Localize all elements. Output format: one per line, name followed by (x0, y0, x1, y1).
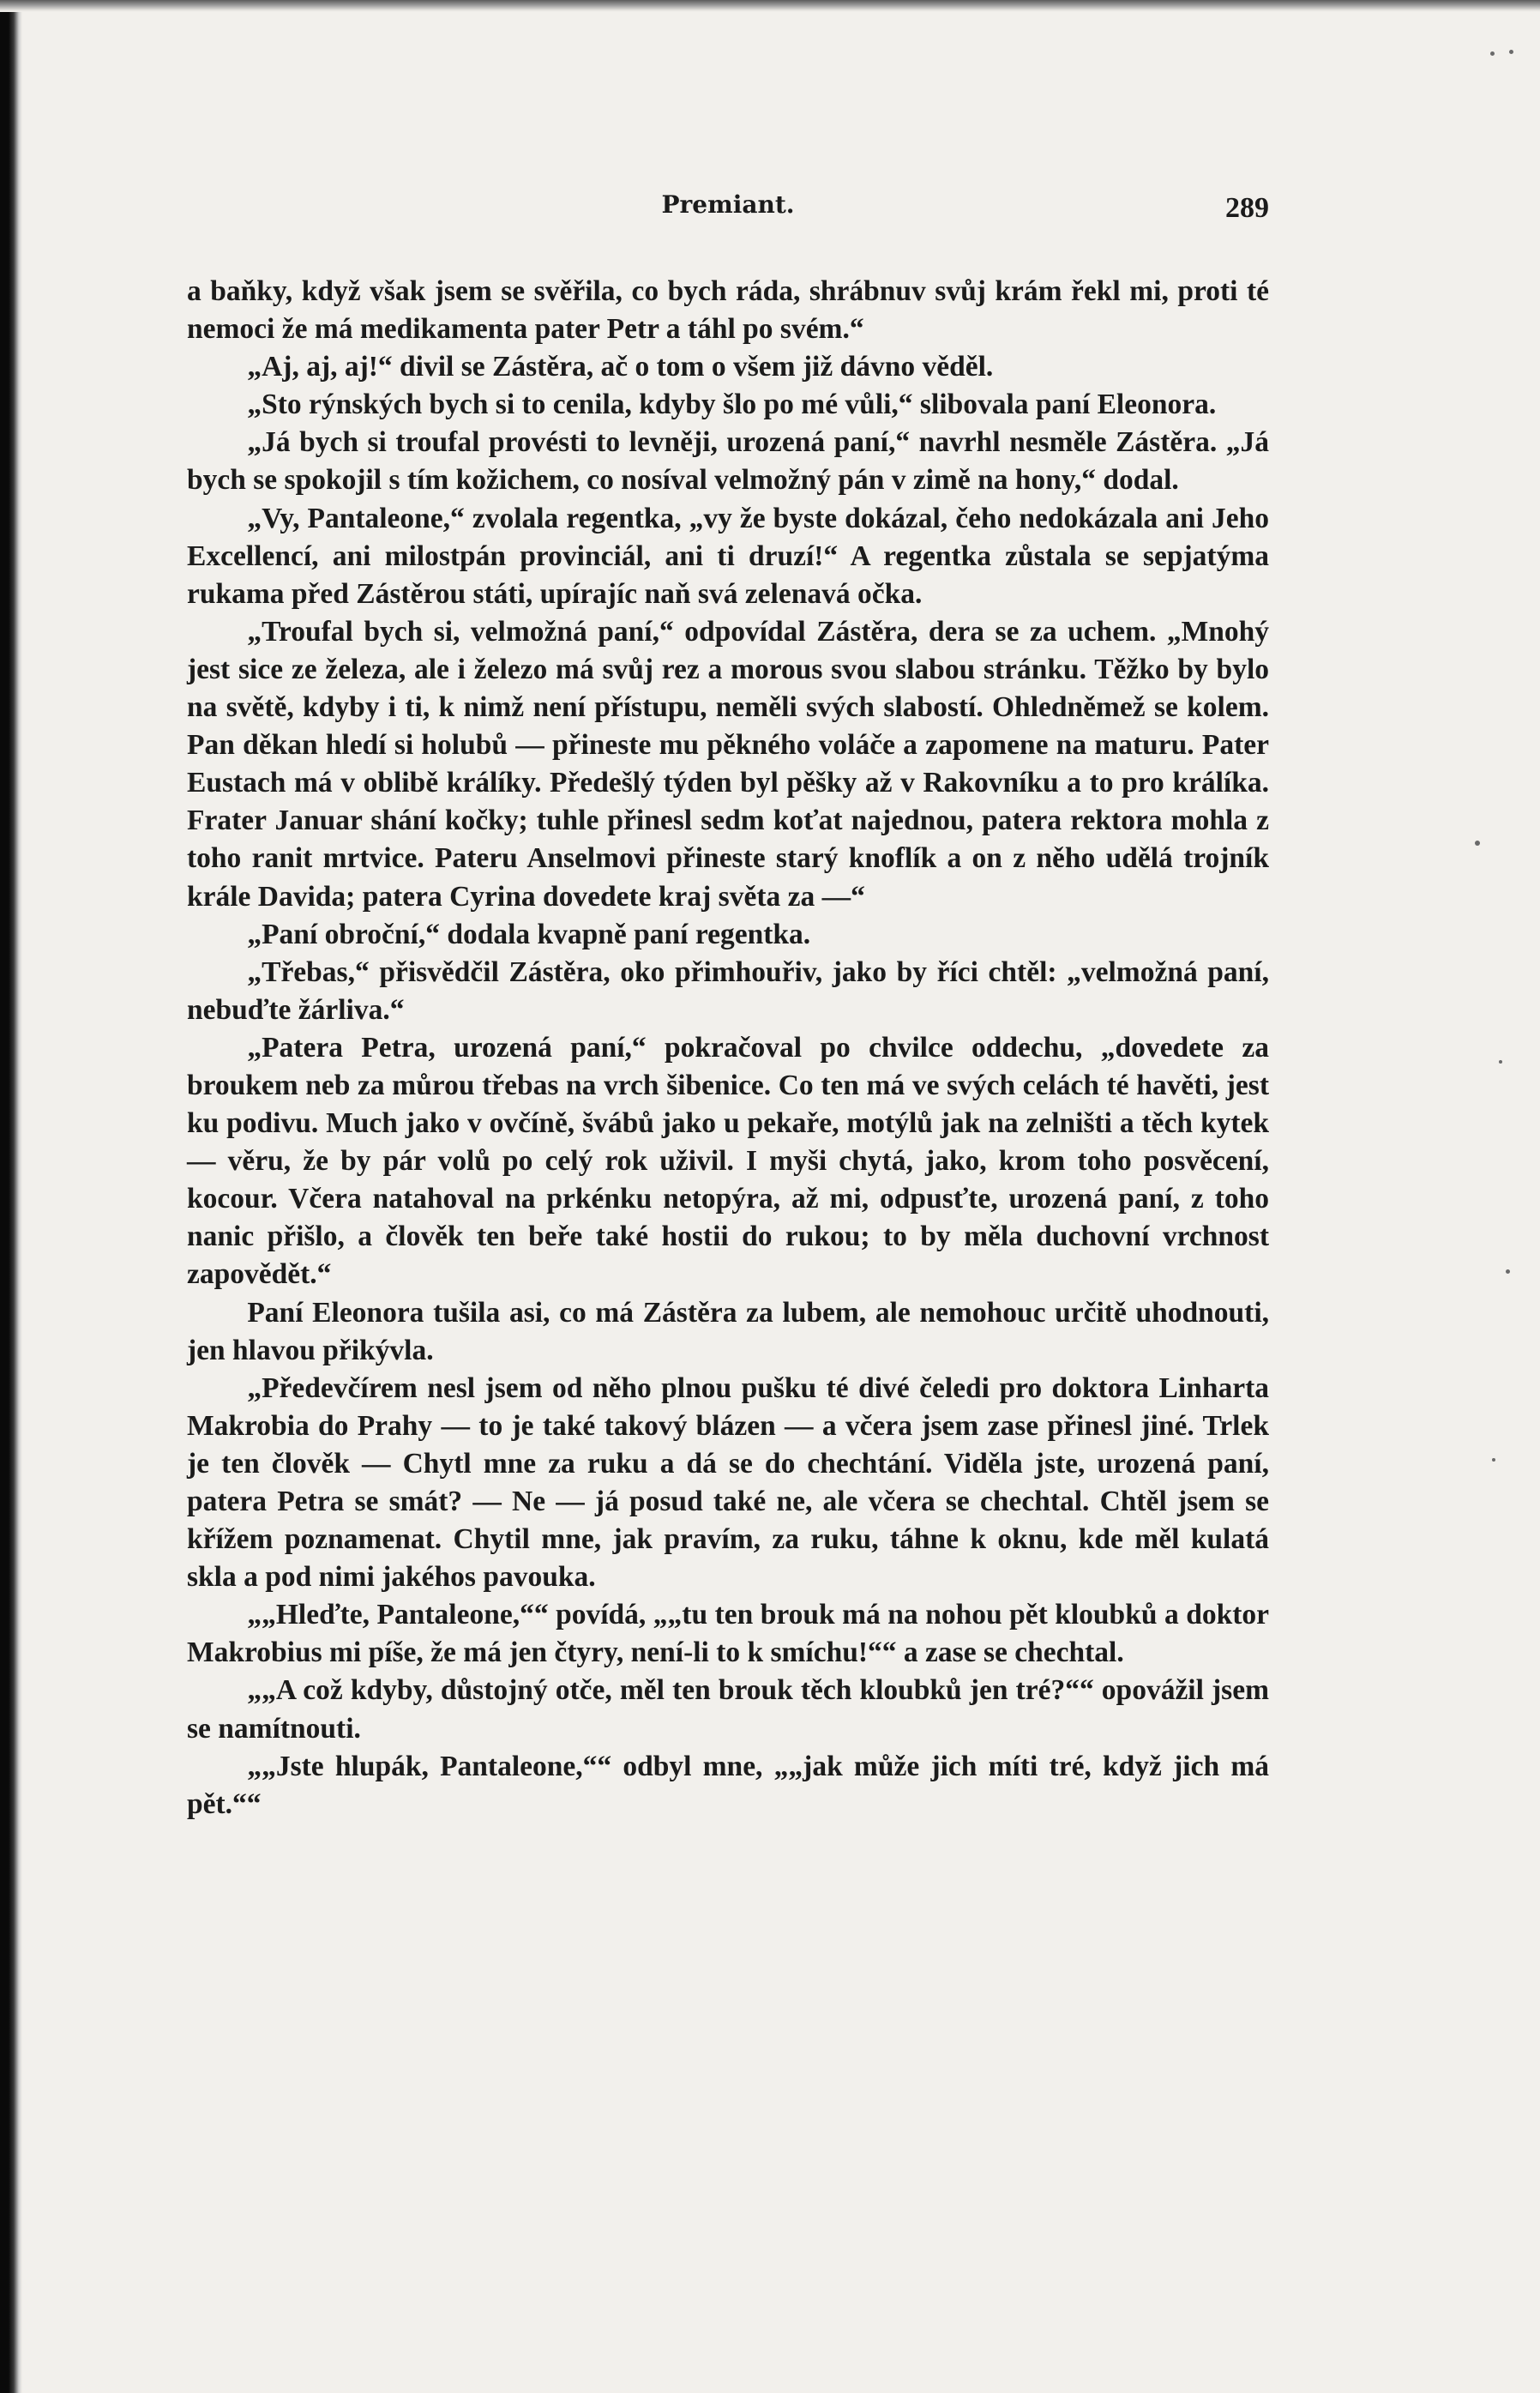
paragraph: „Paní obroční,“ dodala kvapně paní regentka. (247, 918, 811, 950)
page-number: 289 (1225, 192, 1269, 224)
paragraph: „Třebas,“ přisvědčil Zástěra, oko přimhouřiv, jako by říci chtěl: „velmožná paní, nebuďte žárliva.“ (187, 955, 1269, 1026)
paragraph: „Sto rýnských bych si to cenila, kdyby šlo po mé vůli,“ slibovala paní Eleonora. (247, 389, 1217, 421)
text-body (187, 273, 1269, 1823)
paragraph: „„Jste hlupák, Pantaleone,““ odbyl mne, „„jak může jich míti tré, když jich má pět.““ (187, 1750, 1269, 1820)
scan-speck (1509, 50, 1513, 54)
paragraph: „Předevčírem nesl jsem od něho plnou pušku té divé čeledi pro doktora Linharta Makrobia do Prahy — to je také takový blázen — a včera jsem zase přinesl jiné. Trlek je ten člověk — Chytl mne za ruku a dá se do chechtání. Viděla jste, urozená paní, patera Petra se smát? — Ne — já posud také ne, ale včera se chechtal. Chtěl jsem se křížem poznamenat. Chytil mne, jak pravím, za ruku, táhne k oknu, kde měl kulatá skla a pod nimi jakéhos pavouka. (187, 1371, 1269, 1594)
scan-top-edge (0, 0, 1540, 12)
scan-speck (1506, 1269, 1510, 1274)
scan-speck (1475, 841, 1480, 846)
paragraph: „Aj, aj, aj!“ divil se Zástěra, ač o tom o všem již dávno věděl. (247, 351, 994, 383)
paragraph: „Vy, Pantaleone,“ zvolala regentka, „vy že byste dokázal, čeho nedokázala ani Jeho Excellencí, ani milostpán provinciál, ani ti druzí!“ A regentka zůstala se sepjatýma rukama před Zástěrou státi, upírajíc naň svá zelenavá očka. (187, 502, 1269, 610)
paragraph: „Já bych si troufal provésti to levněji, urozená paní,“ navrhl nesměle Zástěra. „Já bych se spokojil s tím kožichem, co nosíval velmožný pán v zimě na hony,“ dodal. (187, 426, 1269, 497)
paragraph: „Patera Petra, urozená paní,“ pokračoval po chvilce oddechu, „dovedete za broukem neb za můrou třebas na vrch šibenice. Co ten má ve svých celách té havěti, jest ku podivu. Much jako v ovčíně, švábů jako u pekaře, motýlů jak na zelništi a těch kytek — věru, že by pár volů po celý rok uživil. I myši chytá, jako, krom toho posvěcení, kocour. Včera natahoval na prkénku netopýra, až mi, odpusťte, urozená paní, z toho nanic přišlo, a člověk ten beře také hostii do rukou; to by měla duchovní vrchnost zapovědět.“ (187, 1031, 1269, 1291)
scan-speck (1499, 1060, 1502, 1064)
scan-binding-edge (0, 0, 22, 2393)
paragraph: „„Hleďte, Pantaleone,““ povídá, „„tu ten brouk má na nohou pět kloubků a doktor Makrobius mi píše, že má jen čtyry, není-li to k smíchu!““ a zase se chechtal. (187, 1599, 1269, 1669)
scan-speck (1492, 1458, 1495, 1462)
paragraph: „Troufal bych si, velmožná paní,“ odpovídal Zástěra, dera se za uchem. „Mnohý jest sice ze železa, ale i železo má svůj rez a morous svou slabou stránku. Těžko by bylo na světě, kdyby i ti, k nimž není přístupu, neměli svých slabostí. Ohledněmež se kolem. Pan děkan hledí si holubů — přineste mu pěkného voláče a zapomene na maturu. Pater Eustach má v oblibě králíky. Předešlý týden byl pěšky až v Rakovníku a to pro králíka. Frater Januar shání kočky; tuhle přinesl sedm koťat najednou, patera rektora mohla z toho ranit mrtvice. Pateru Anselmovi přineste starý knoflík a on z něho udělá trojník krále Davida; patera Cyrina dovedete kraj světa za —“ (187, 615, 1269, 913)
paragraph: „„A což kdyby, důstojný otče, měl ten brouk těch kloubků jen tré?““ opovážil jsem se namítnouti. (187, 1674, 1269, 1745)
page-header (187, 190, 1269, 228)
paragraph: a baňky, když však jsem se svěřila, co bych ráda, shrábnuv svůj krám řekl mi, proti té nemoci že má medikamenta pater Petr a táhl po svém.“ (187, 275, 1269, 346)
paragraph: Paní Eleonora tušila asi, co má Zástěra za lubem, ale nemohouc určitě uhodnouti, jen hlavou přikývla. (187, 1296, 1269, 1366)
running-title: Premiant. (661, 190, 795, 219)
scan-speck (1490, 51, 1495, 56)
